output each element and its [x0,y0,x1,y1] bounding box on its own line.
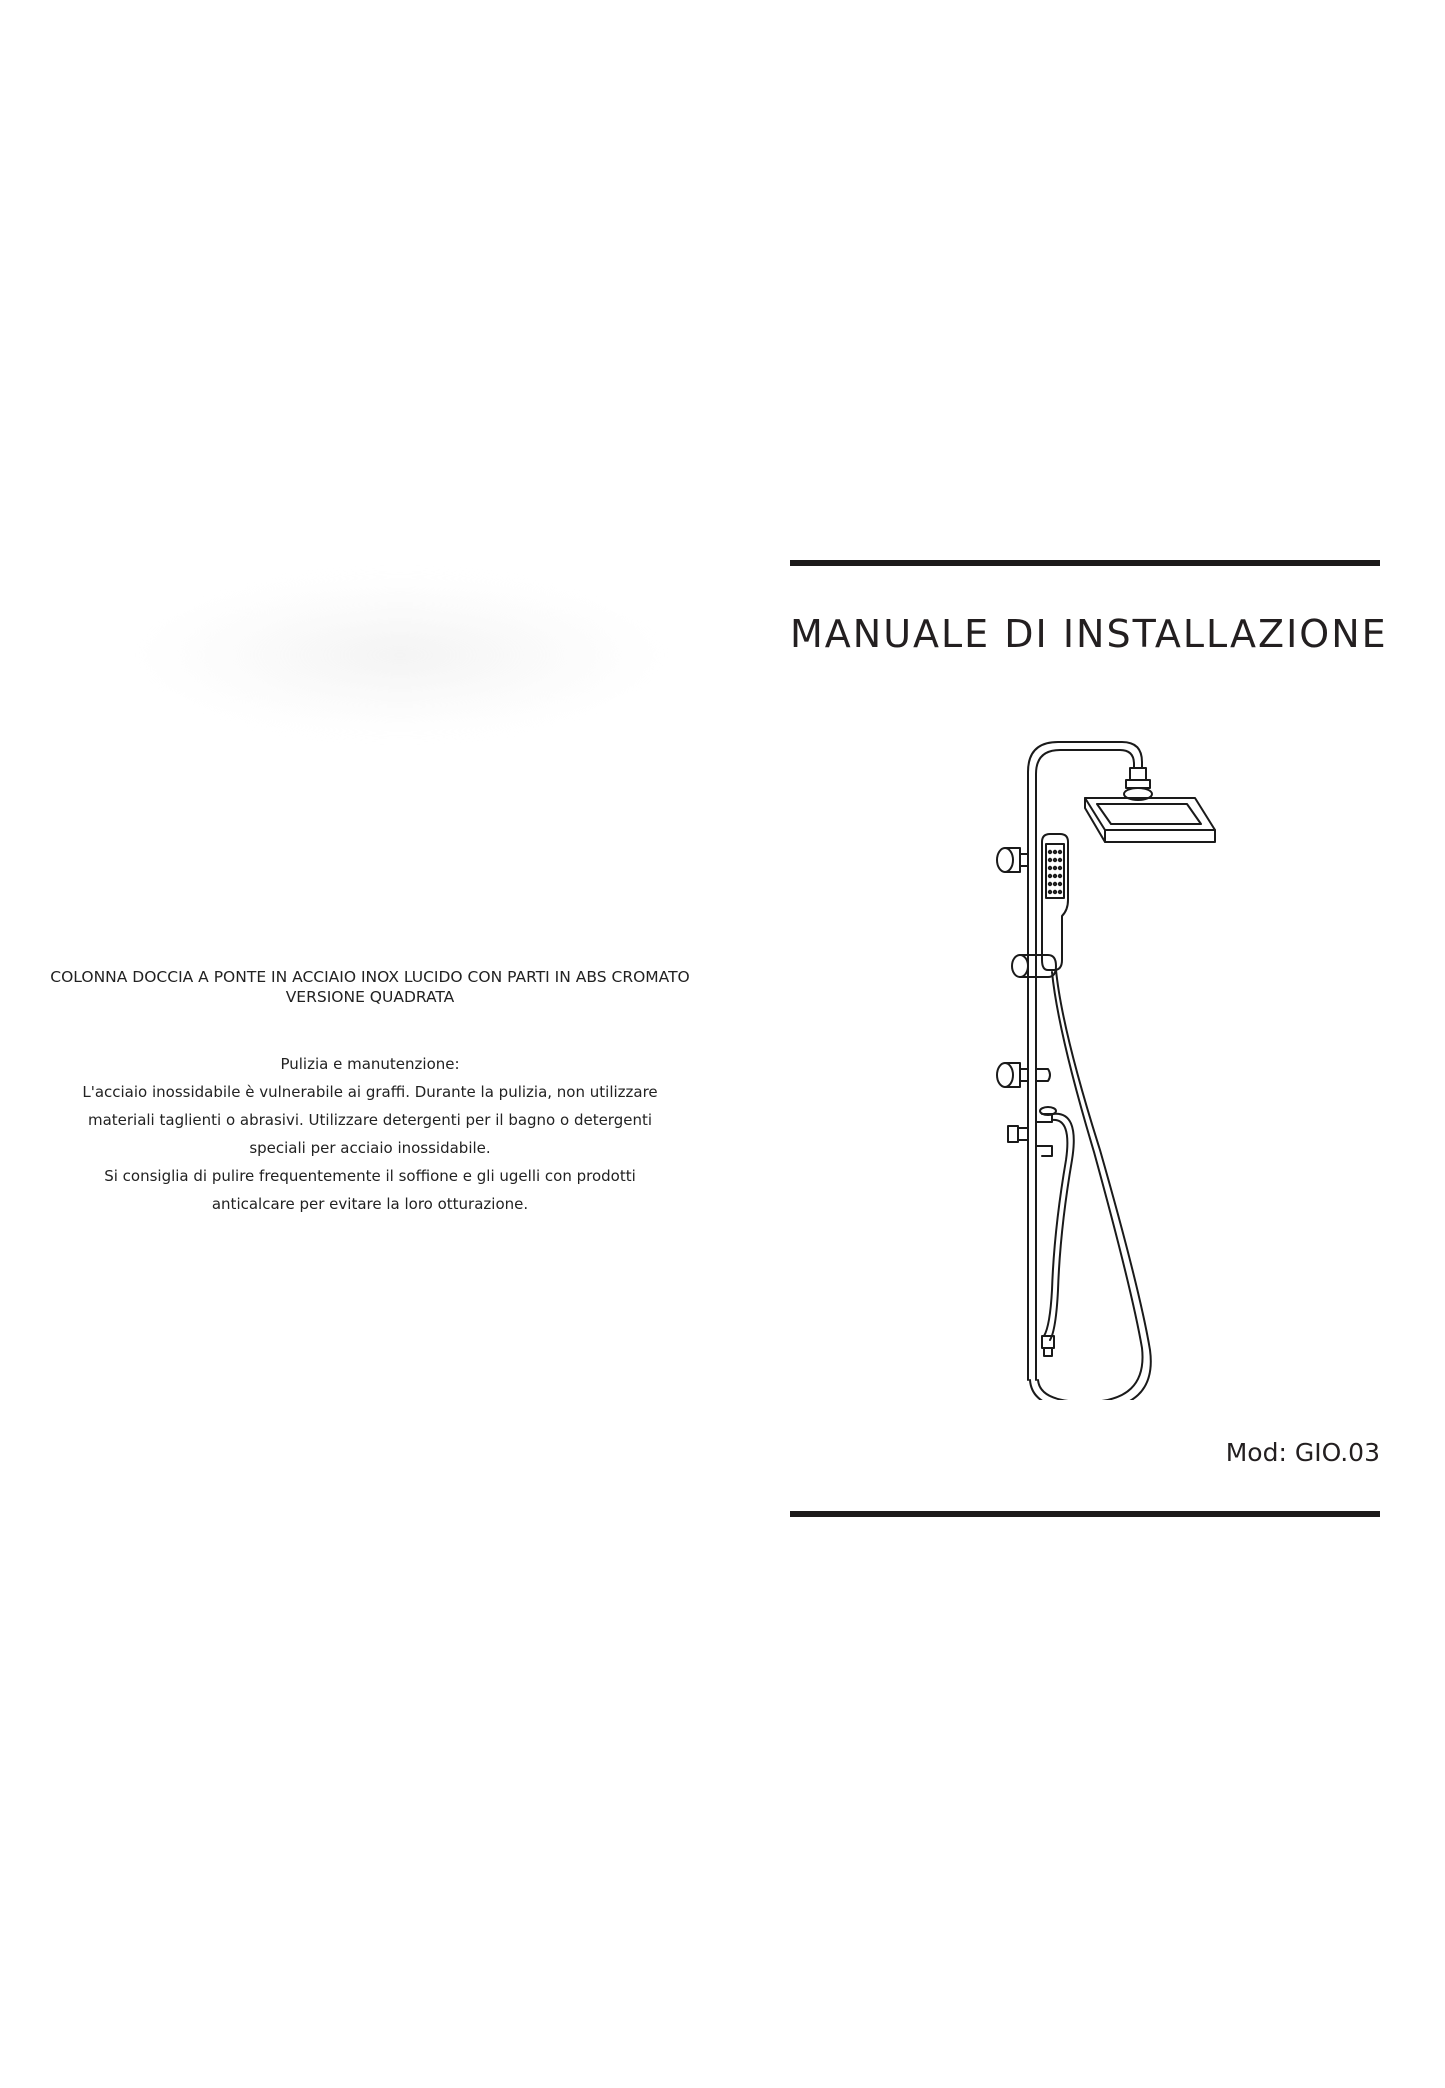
care-line: L'acciaio inossidabile è vulnerabile ai graffi. Durante la pulizia, non utilizzare [82,1083,658,1101]
product-description-line: COLONNA DOCCIA A PONTE IN ACCIAIO INOX LUCIDO CON PARTI IN ABS CROMATO [50,968,690,986]
top-divider [790,560,1380,566]
shower-column-drawing [990,730,1300,1400]
bottom-divider [790,1511,1380,1517]
manual-title: MANUALE DI INSTALLAZIONE [790,612,1388,656]
care-line: anticalcare per evitare la loro otturazione. [211,1195,529,1213]
care-heading: Pulizia e manutenzione: [280,1055,460,1073]
care-instructions [20,1050,720,1218]
care-line: materiali taglienti o abrasivi. Utilizzare detergenti per il bagno o detergenti [87,1111,653,1129]
faded-smudge [140,575,660,735]
product-description [20,967,720,1007]
product-variant-line: VERSIONE QUADRATA [285,988,455,1006]
care-line: Si consiglia di pulire frequentemente il soffione e gli ugelli con prodotti [104,1167,636,1185]
care-line: speciali per acciaio inossidabile. [249,1139,491,1157]
model-label: Mod: GIO.03 [1225,1438,1380,1467]
